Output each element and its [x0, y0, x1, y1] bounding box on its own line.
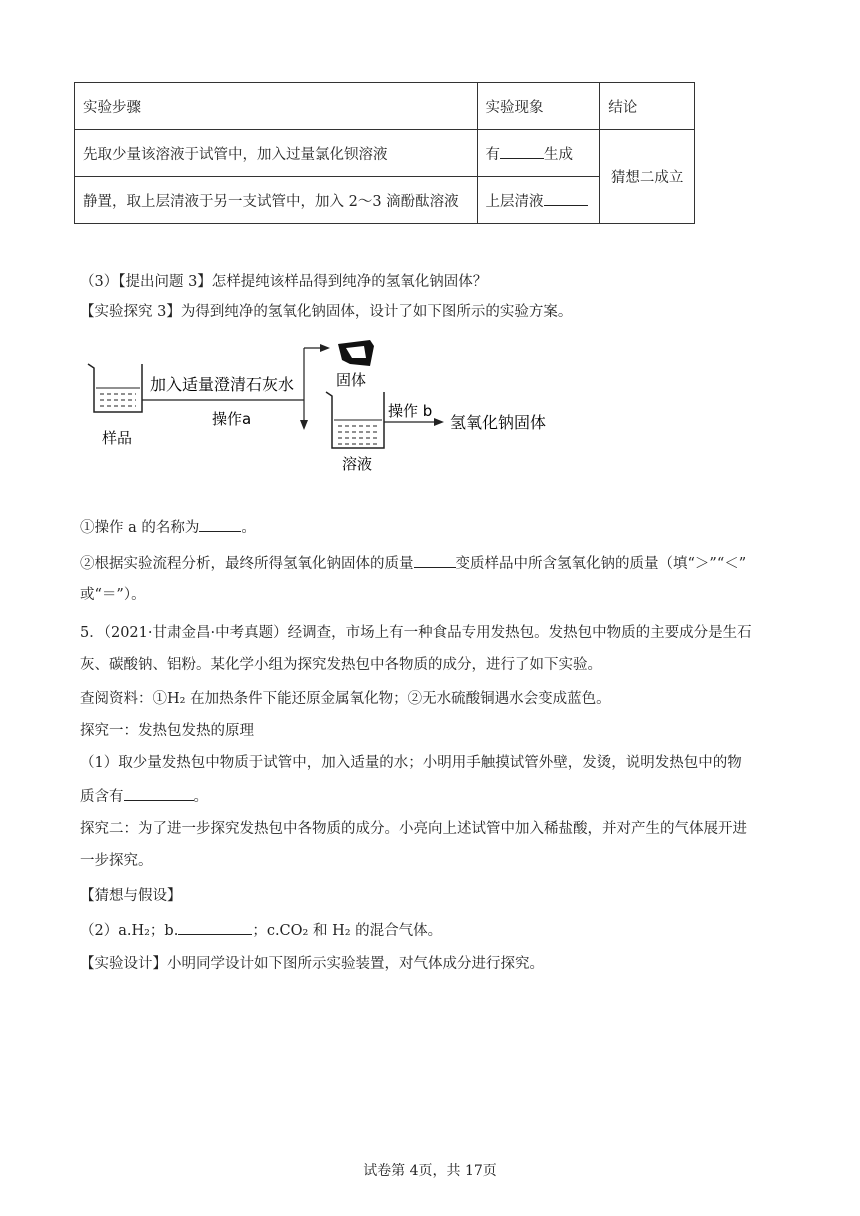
- solid-label: 固体: [336, 371, 367, 389]
- sub1-suffix: 。: [241, 520, 256, 536]
- answer-blank[interactable]: [124, 786, 194, 801]
- sub2-text-continued: 变质样品中所含氢氧化钠的质量（填“＞”“＜”: [455, 556, 747, 572]
- q5-line2: 灰、碳酸钠、铝粉。某化学小组为探究发热包中各物质的成分，进行了如下实验。: [80, 657, 602, 673]
- explore2-line1: 探究二：为了进一步探究发热包中各物质的成分。小亮向上述试管中加入稀盐酸，并对产生的气体展开进: [80, 821, 747, 837]
- sub-question-2-line2: 或“＝”）。: [80, 587, 146, 603]
- answer-blank[interactable]: [414, 553, 456, 568]
- phenomenon-prefix: 上层清液: [485, 193, 544, 210]
- experiment-table: [74, 82, 695, 224]
- step-cell: 静置，取上层清液于另一支试管中，加入 2～3 滴酚酞溶液: [75, 177, 478, 224]
- solution-beaker-icon: [326, 392, 384, 448]
- header-phenomenon: 实验现象: [477, 83, 600, 130]
- q3-question: （3）【提出问题 3】怎样提纯该样品得到纯净的氢氧化钠固体？: [80, 274, 488, 290]
- table-header-row: [75, 83, 695, 130]
- q1-suffix: 。: [193, 789, 208, 805]
- phenomenon-cell: [477, 177, 600, 224]
- q3-exploration: 【实验探究 3】为得到纯净的氢氧化钠固体，设计了如下图所示的实验方案。: [80, 304, 573, 320]
- q1-text: 质含有: [80, 789, 124, 805]
- table-row: [75, 130, 695, 177]
- reagent-label: 加入适量澄清石灰水: [150, 375, 295, 394]
- reference-material: 查阅资料：①H₂ 在加热条件下能还原金属氧化物；②无水硫酸铜遇水会变成蓝色。: [80, 691, 611, 707]
- operation-b-label: 操作 b: [388, 402, 433, 420]
- step-cell: 先取少量该溶液于试管中，加入过量氯化钡溶液: [75, 130, 478, 177]
- q1-line2: [80, 786, 208, 807]
- experiment-design: 【实验设计】小明同学设计如下图所示实验装置，对气体成分进行探究。: [80, 956, 544, 972]
- sample-label: 样品: [102, 429, 133, 447]
- answer-blank[interactable]: [199, 517, 241, 532]
- header-step: 实验步骤: [75, 83, 478, 130]
- arrow-right-icon: [434, 418, 444, 426]
- page-footer: 试卷第 4页，共 17页: [363, 1163, 497, 1179]
- q1-line1: （1）取少量发热包中物质于试管中，加入适量的水；小明用手触摸试管外壁，发烫，说明发热包中的物: [80, 755, 742, 771]
- arrow-down-icon: [300, 420, 308, 430]
- answer-blank[interactable]: [500, 144, 544, 159]
- conclusion-cell: 猜想二成立: [600, 130, 695, 224]
- sample-beaker-icon: [88, 364, 142, 412]
- q2-line: [80, 920, 442, 941]
- phenomenon-suffix: 生成: [544, 146, 574, 163]
- explore2-line2: 一步探究。: [80, 853, 153, 869]
- sub-question-1: [80, 517, 256, 538]
- q5-line1: 5．（2021·甘肃金昌·中考真题）经调查，市场上有一种食品专用发热包。发热包中物质的主要成分是生石: [80, 625, 752, 641]
- operation-a-label: 操作a: [212, 410, 252, 428]
- answer-blank[interactable]: [178, 920, 252, 935]
- sub-question-2-line1: [80, 553, 746, 574]
- purification-flow-diagram: [80, 340, 580, 490]
- phenomenon-cell: [477, 130, 600, 177]
- phenomenon-prefix: 有: [485, 146, 501, 163]
- arrow-right-icon: [320, 344, 330, 352]
- solution-label: 溶液: [342, 455, 373, 473]
- q2-text: （2）a.H₂；b.: [80, 923, 179, 939]
- product-label: 氢氧化钠固体: [450, 413, 547, 432]
- sub2-text: ②根据实验流程分析，最终所得氢氧化钠固体的质量: [80, 556, 414, 572]
- sub1-text: ①操作 a 的名称为: [80, 520, 200, 536]
- hypothesis-title: 【猜想与假设】: [80, 888, 182, 904]
- answer-blank[interactable]: [544, 191, 588, 206]
- header-conclusion: 结论: [600, 83, 695, 130]
- explore1-title: 探究一：发热包发热的原理: [80, 723, 254, 739]
- q2-suffix: ；c.CO₂ 和 H₂ 的混合气体。: [252, 923, 443, 939]
